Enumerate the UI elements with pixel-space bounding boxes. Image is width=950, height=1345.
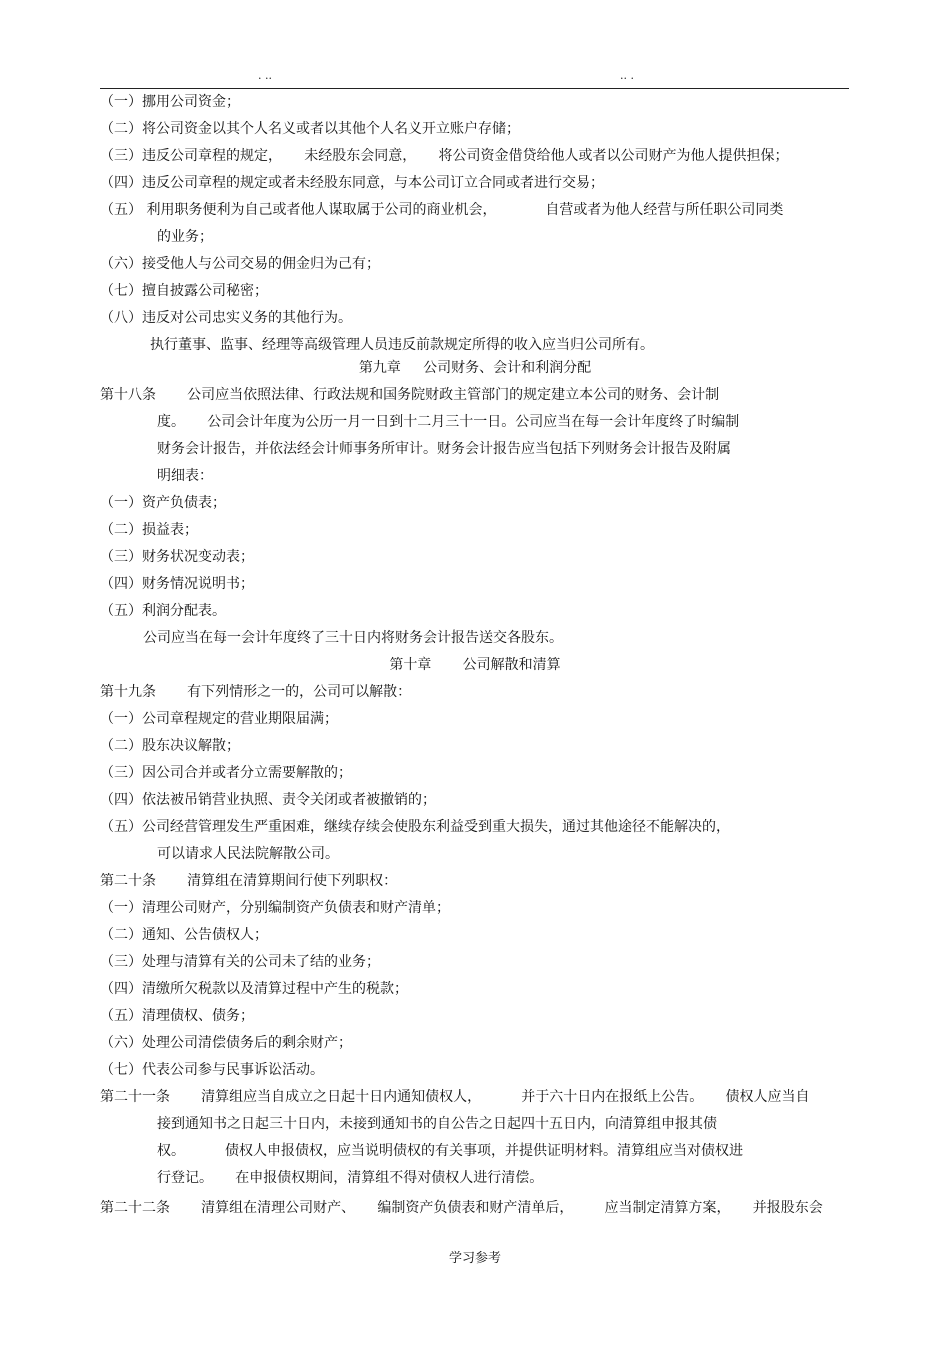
text-line: （七）代表公司参与民事诉讼活动。 bbox=[100, 1062, 324, 1078]
text-line: （四）违反公司章程的规定或者未经股东同意，与本公司订立合同或者进行交易； bbox=[100, 175, 604, 191]
header-dots-left: . .. bbox=[258, 69, 272, 82]
text-line: 接到通知书之日起三十日内，未接到通知书的自公告之日起四十五日内，向清算组申报其债 bbox=[157, 1116, 717, 1132]
text-line: （五）利润分配表。 bbox=[100, 603, 226, 619]
text-line: （三）财务状况变动表； bbox=[100, 549, 254, 565]
text-line: 明细表： bbox=[157, 468, 213, 484]
text-line: （三）违反公司章程的规定， 未经股东会同意， 将公司资金借贷给他人或者以公司财产为他人提供担保； bbox=[100, 148, 789, 164]
page-footer: 学习参考 bbox=[448, 1251, 501, 1266]
text-line: （二）将公司资金以其个人名义或者以其他个人名义开立账户存储； bbox=[100, 121, 520, 137]
text-line: 公司应当在每一会计年度终了三十日内将财务会计报告送交各股东。 bbox=[143, 630, 563, 646]
text-line: 的业务； bbox=[157, 229, 213, 245]
text-line: （四）依法被吊销营业执照、责令关闭或者被撤销的； bbox=[100, 792, 436, 808]
text-line: （二）通知、公告债权人； bbox=[100, 927, 268, 943]
text-line: （六）接受他人与公司交易的佣金归为己有； bbox=[100, 256, 380, 272]
text-line: 可以请求人民法院解散公司。 bbox=[157, 846, 339, 862]
chapter-heading: 第十章 公司解散和清算 bbox=[389, 657, 561, 673]
text-line: （三）因公司合并或者分立需要解散的； bbox=[100, 765, 352, 781]
text-line: （二）损益表； bbox=[100, 522, 198, 538]
text-line: 第二十条 清算组在清算期间行使下列职权： bbox=[100, 873, 398, 889]
text-line: （四）财务情况说明书； bbox=[100, 576, 254, 592]
chapter-heading: 第九章 公司财务、会计和利润分配 bbox=[358, 360, 592, 376]
text-line: 度。 公司会计年度为公历一月一日到十二月三十一日。公司应当在每一会计年度终了时编制 bbox=[157, 414, 740, 430]
text-line: 第二十二条 清算组在清理公司财产、 编制资产负债表和财产清单后， 应当制定清算方案， 并报股东会 bbox=[100, 1200, 823, 1216]
text-line: 财务会计报告，并依法经会计师事务所审计。财务会计报告应当包括下列财务会计报告及附属 bbox=[157, 441, 731, 457]
text-line: （五）清理债权、债务； bbox=[100, 1008, 254, 1024]
text-line: （八）违反对公司忠实义务的其他行为。 bbox=[100, 310, 352, 326]
text-line: 第二十一条 清算组应当自成立之日起十日内通知债权人， 并于六十日内在报纸上公告。 债权人应当自 bbox=[100, 1089, 810, 1105]
text-line: 执行董事、监事、经理等高级管理人员违反前款规定所得的收入应当归公司所有。 bbox=[150, 337, 654, 353]
text-line: （二）股东决议解散； bbox=[100, 738, 240, 754]
text-line: （四）清缴所欠税款以及清算过程中产生的税款； bbox=[100, 981, 408, 997]
text-line: （一）挪用公司资金； bbox=[100, 94, 240, 110]
header-dots-right: .. . bbox=[620, 69, 634, 82]
text-line: （五）公司经营管理发生严重困难，继续存续会使股东利益受到重大损失，通过其他途径不能解决的， bbox=[100, 819, 730, 835]
text-line: （三）处理与清算有关的公司未了结的业务； bbox=[100, 954, 380, 970]
text-line: （七）擅自披露公司秘密； bbox=[100, 283, 268, 299]
text-line: （一）清理公司财产，分别编制资产负债表和财产清单； bbox=[100, 900, 450, 916]
text-line: （一）资产负债表； bbox=[100, 495, 226, 511]
text-line: 行登记。 在申报债权期间，清算组不得对债权人进行清偿。 bbox=[157, 1170, 544, 1186]
text-line: （一）公司章程规定的营业期限届满； bbox=[100, 711, 338, 727]
text-line: 第十八条 公司应当依照法律、行政法规和国务院财政主管部门的规定建立本公司的财务、会计制 bbox=[100, 387, 720, 403]
text-line: 权。 债权人申报债权，应当说明债权的有关事项，并提供证明材料。清算组应当对债权进 bbox=[157, 1143, 744, 1159]
text-line: 第十九条 有下列情形之一的，公司可以解散： bbox=[100, 684, 412, 700]
header-rule bbox=[100, 88, 849, 89]
text-line: （六）处理公司清偿债务后的剩余财产； bbox=[100, 1035, 352, 1051]
text-line: （五） 利用职务便利为自己或者他人谋取属于公司的商业机会， 自营或者为他人经营与所任职公司同类 bbox=[100, 202, 784, 218]
